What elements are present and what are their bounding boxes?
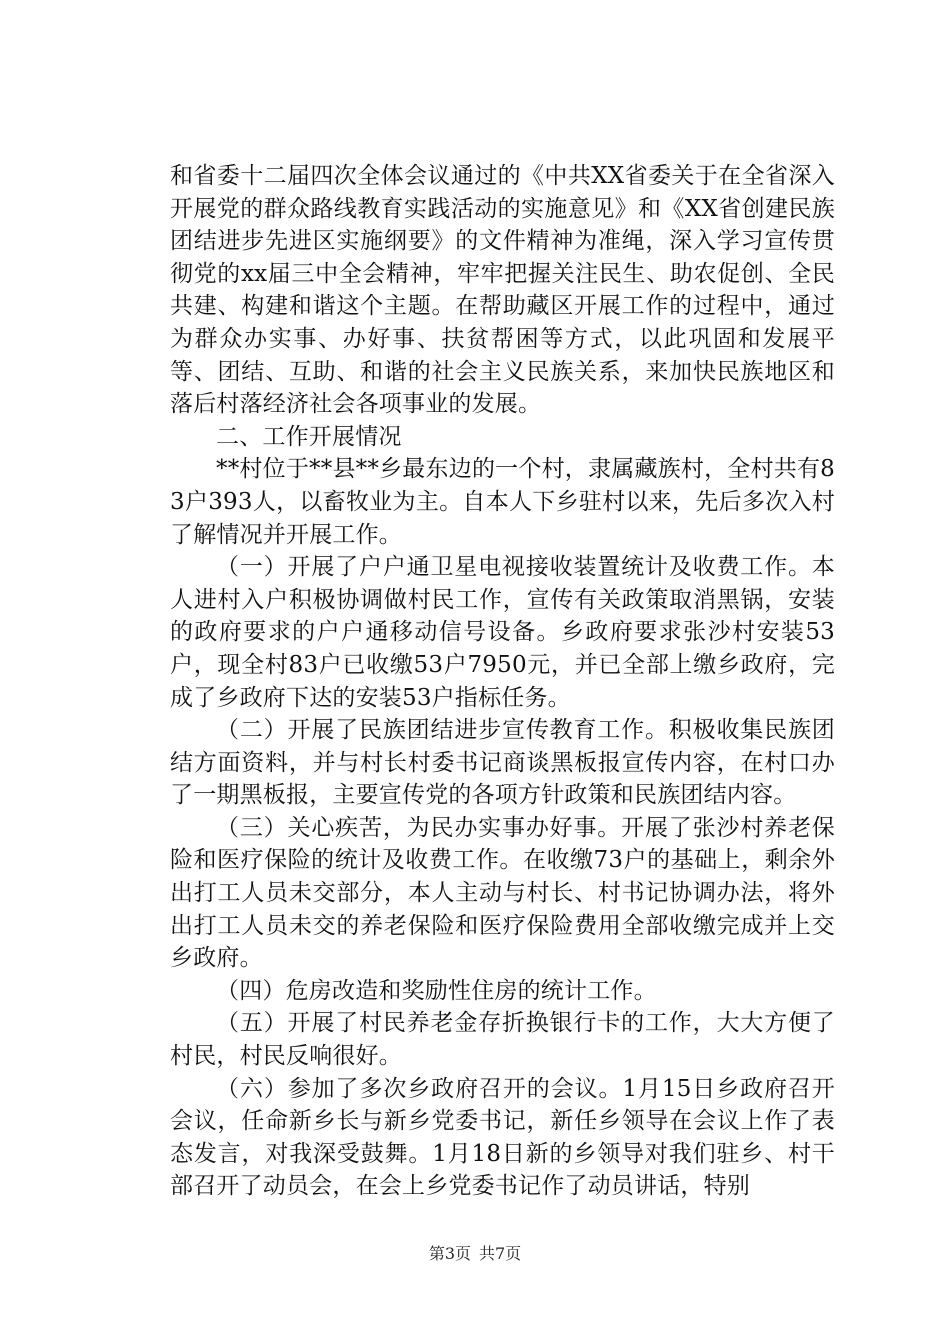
paragraph-intro-continued: 和省委十二届四次全体会议通过的《中共XX省委关于在全省深入开展党的群众路线教育实践活动的实施意见》和《XX省创建民族团结进步先进区实施纲要》的文件精神为准绳，深入学习宣传贯彻党的xx届三中全会精神，牢牢把握关注民生、助农促创、全民共建、构建和谐这个主题。在帮助藏区开展工作的过程中，通过为群众办实事、办好事、扶贫帮困等方式，以此巩固和发展平等、团结、互助、和谐的社会主义民族关系，来加快民族地区和落后村落经济社会各项事业的发展。	[170, 163, 835, 418]
document-body	[170, 160, 835, 1203]
paragraph-item-2: （二）开展了民族团结进步宣传教育工作。积极收集民族团结方面资料，并与村长村委书记商谈黑板报宣传内容，在村口办了一期黑板报，主要宣传党的各项方针政策和民族团结内容。	[170, 717, 835, 809]
paragraph-item-4: （四）危房改造和奖励性住房的统计工作。	[216, 977, 657, 1004]
paragraph-item-5: （五）开展了村民养老金存折换银行卡的工作，大大方便了村民，村民反响很好。	[170, 1010, 835, 1070]
page-number: 第3页	[428, 1244, 471, 1263]
paragraph-village-overview: **村位于**县**乡最东边的一个村，隶属藏族村，全村共有83户393人，以畜牧业为主。自本人下乡驻村以来，先后多次入村了解情况并开展工作。	[170, 456, 835, 548]
page-total: 共7页	[479, 1244, 522, 1263]
paragraph-item-6: （六）参加了多次乡政府召开的会议。1月15日乡政府召开会议，任命新乡长与新乡党委书记，新任乡领导在会议上作了表态发言，对我深受鼓舞。1月18日新的乡领导对我们驻乡、村干部召开了动员会，在会上乡党委书记作了动员讲话，特别	[170, 1075, 835, 1200]
section-heading-work-progress: 二、工作开展情况	[216, 423, 402, 450]
paragraph-item-1: （一）开展了户户通卫星电视接收装置统计及收费工作。本人进村入户积极协调做村民工作，宣传有关政策取消黑锅，安装的政府要求的户户通移动信号设备。乡政府要求张沙村安装53户，现全村83户已收缴53户7950元，并已全部上缴乡政府，完成了乡政府下达的安装53户指标任务。	[170, 554, 835, 711]
page-footer	[0, 1244, 950, 1264]
paragraph-item-3: （三）关心疾苦，为民办实事办好事。开展了张沙村养老保险和医疗保险的统计及收费工作。在收缴73户的基础上，剩余外出打工人员未交部分，本人主动与村长、村书记协调办法，将外出打工人员未交的养老保险和医疗保险费用全部收缴完成并上交乡政府。	[170, 814, 835, 972]
